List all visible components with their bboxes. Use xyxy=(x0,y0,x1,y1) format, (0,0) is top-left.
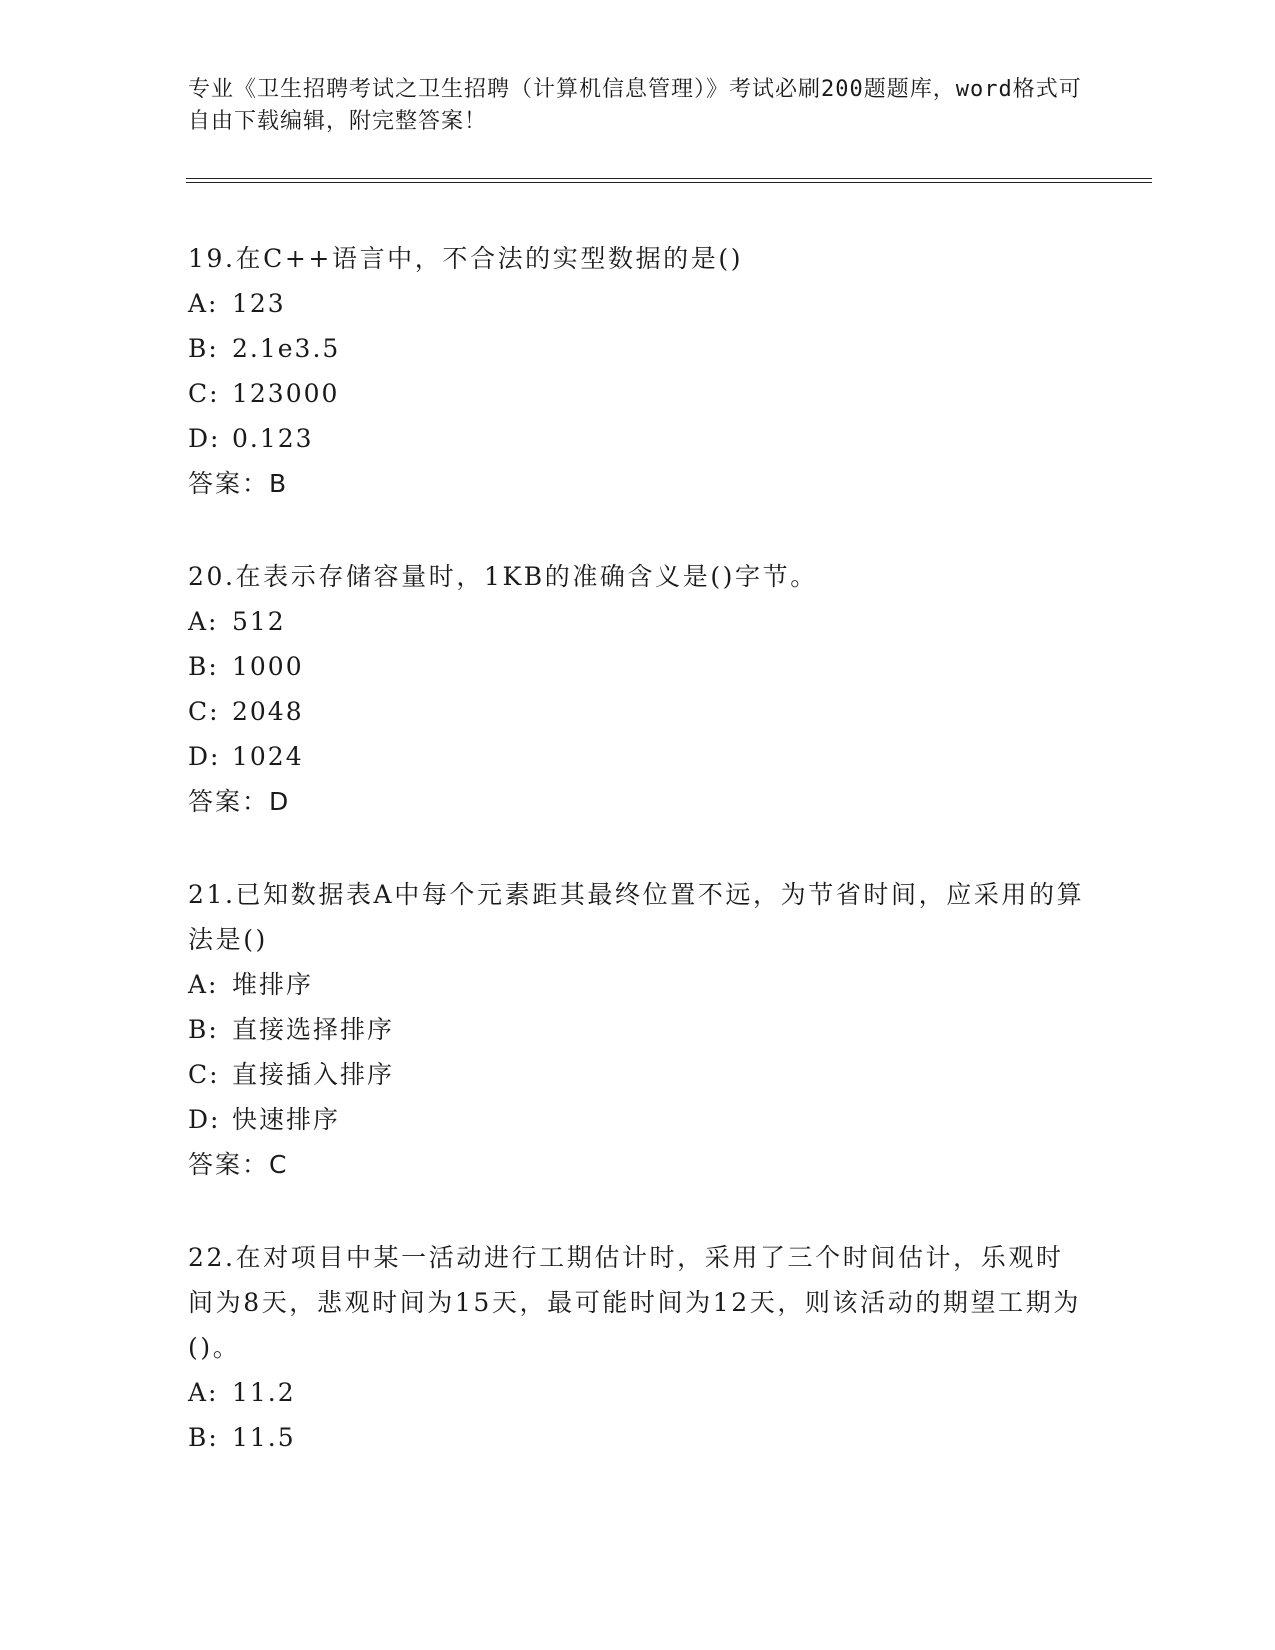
option-a xyxy=(188,599,1088,644)
header-divider-top xyxy=(186,178,1152,179)
answer-line: 答案：C xyxy=(188,1150,289,1179)
option-b xyxy=(188,1007,1088,1052)
option-letter: C: xyxy=(188,697,220,726)
option-text: 直接插入排序 xyxy=(232,1060,395,1089)
option-letter: D: xyxy=(188,742,221,771)
option-letter: C: xyxy=(188,379,220,408)
question-stem: 22.在对项目中某一活动进行工期估计时，采用了三个时间估计，乐观时间为8天，悲观时间为15天，最可能时间为12天，则该活动的期望工期为()。 xyxy=(188,1243,1081,1362)
option-text: 2.1e3.5 xyxy=(232,334,341,363)
option-letter: A: xyxy=(188,1378,219,1407)
option-b xyxy=(188,1415,1088,1460)
option-text: 1024 xyxy=(232,742,304,771)
option-text: 1000 xyxy=(232,652,304,681)
question-20 xyxy=(188,554,1088,824)
option-text: 直接选择排序 xyxy=(232,1015,395,1044)
option-letter: B: xyxy=(188,1423,219,1452)
option-letter: A: xyxy=(188,607,219,636)
option-text: 123000 xyxy=(232,379,340,408)
option-letter: B: xyxy=(188,334,219,363)
option-c xyxy=(188,689,1088,734)
option-letter: B: xyxy=(188,1015,219,1044)
option-a xyxy=(188,281,1088,326)
question-stem: 19.在C++语言中，不合法的实型数据的是() xyxy=(188,244,744,273)
option-c xyxy=(188,371,1088,416)
question-22 xyxy=(188,1235,1088,1460)
question-list xyxy=(188,236,1088,1508)
question-19 xyxy=(188,236,1088,506)
option-letter: A: xyxy=(188,289,219,318)
option-text: 快速排序 xyxy=(232,1105,341,1134)
question-stem: 20.在表示存储容量时，1KB的准确含义是()字节。 xyxy=(188,562,818,591)
option-a xyxy=(188,962,1088,1007)
option-text: 11.5 xyxy=(232,1423,296,1452)
option-letter: D: xyxy=(188,424,221,453)
option-letter: A: xyxy=(188,970,219,999)
option-text: 11.2 xyxy=(232,1378,296,1407)
option-text: 0.123 xyxy=(232,424,314,453)
option-letter: C: xyxy=(188,1060,220,1089)
question-21 xyxy=(188,872,1088,1187)
option-d xyxy=(188,1097,1088,1142)
option-a xyxy=(188,1370,1088,1415)
answer-line: 答案：D xyxy=(188,787,291,816)
option-c xyxy=(188,1052,1088,1097)
document-header: 专业《卫生招聘考试之卫生招聘（计算机信息管理）》考试必刷200题题库，word格式可自由下载编辑，附完整答案！ xyxy=(188,77,1082,134)
option-text: 2048 xyxy=(232,697,304,726)
header-divider-bottom xyxy=(186,182,1152,183)
question-stem: 21.已知数据表A中每个元素距其最终位置不远，为节省时间，应采用的算法是() xyxy=(188,880,1085,954)
option-text: 堆排序 xyxy=(232,970,314,999)
answer-line: 答案：B xyxy=(188,469,289,498)
option-text: 123 xyxy=(232,289,286,318)
option-b xyxy=(188,644,1088,689)
option-d xyxy=(188,734,1088,779)
option-letter: B: xyxy=(188,652,219,681)
option-b xyxy=(188,326,1088,371)
option-text: 512 xyxy=(232,607,286,636)
option-d xyxy=(188,416,1088,461)
option-letter: D: xyxy=(188,1105,221,1134)
